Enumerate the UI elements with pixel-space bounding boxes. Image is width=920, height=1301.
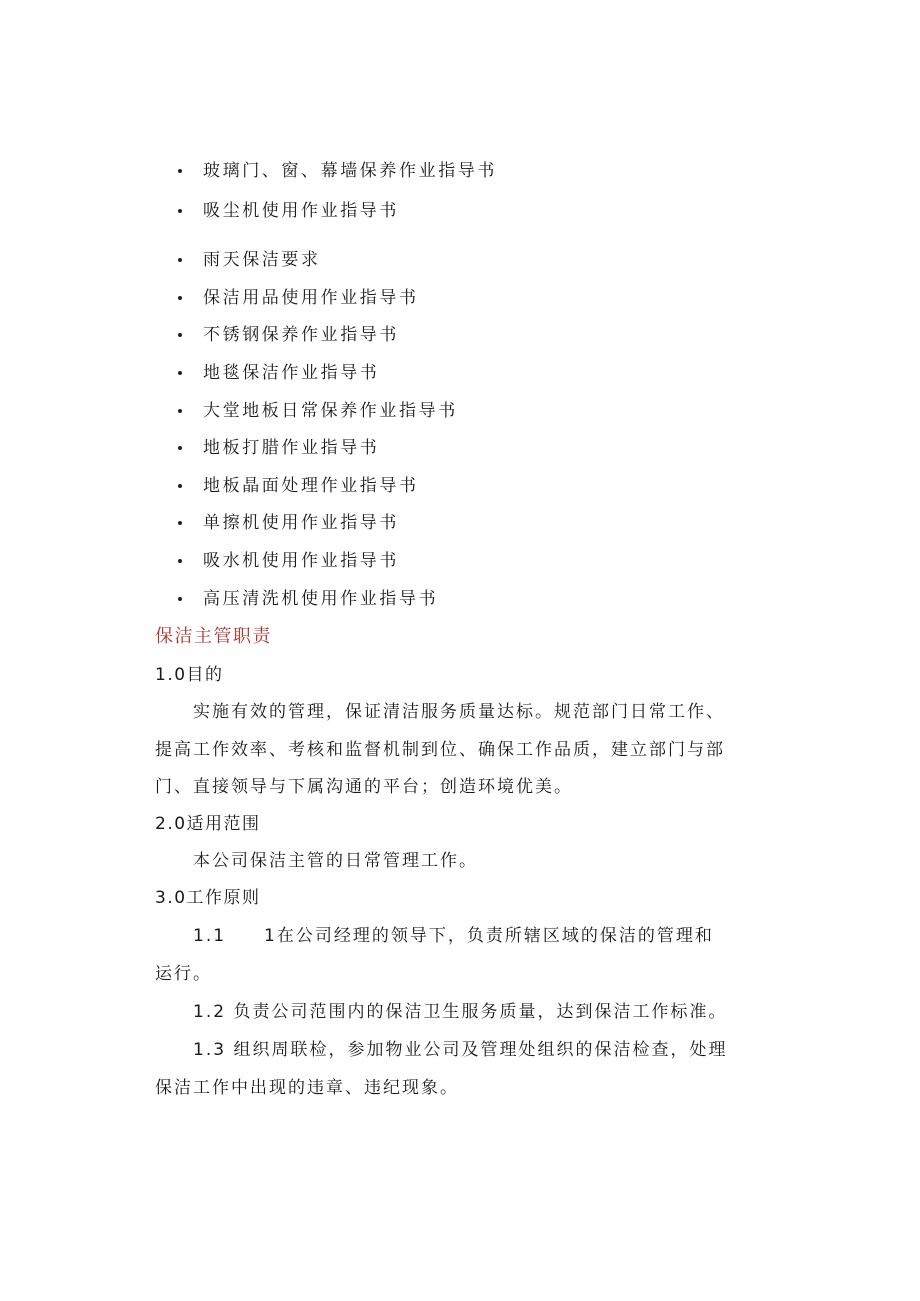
list-item-text: 大堂地板日常保养作业指导书 [203, 401, 458, 421]
bullet-dot [178, 409, 182, 413]
bullet-dot [178, 296, 182, 300]
bullet-dot [178, 209, 182, 213]
section-heading-scope: 2.0适用范围 [155, 814, 261, 834]
bullet-dot [178, 559, 182, 563]
paragraph-line: 实施有效的管理，保证清洁服务质量达标。规范部门日常工作、 [193, 702, 725, 722]
section-title: 保洁主管职责 [155, 626, 272, 647]
paragraph-line: 本公司保洁主管的日常管理工作。 [193, 851, 478, 871]
list-item-text: 单擦机使用作业指导书 [203, 513, 399, 533]
principle-item-2: 1.2 负责公司范围内的保洁卫生服务质量，达到保洁工作标准。 [193, 1002, 728, 1022]
bullet-dot [178, 169, 182, 173]
list-item-text: 保洁用品使用作业指导书 [203, 288, 419, 308]
list-item-text: 地板晶面处理作业指导书 [203, 476, 419, 496]
paragraph-line: 门、直接领导与下属沟通的平台；创造环境优美。 [155, 777, 573, 797]
bullet-dot [178, 521, 182, 525]
bullet-dot [178, 484, 182, 488]
list-item-text: 地毯保洁作业指导书 [203, 363, 380, 383]
list-item-text: 吸水机使用作业指导书 [203, 551, 399, 571]
list-item-text: 雨天保洁要求 [203, 250, 321, 270]
list-item-text: 吸尘机使用作业指导书 [203, 201, 399, 221]
section-heading-purpose: 1.0目的 [155, 665, 224, 685]
principle-item-3: 1.3 组织周联检，参加物业公司及管理处组织的保洁检查，处理 [193, 1040, 728, 1060]
principle-item-1: 1.1 1在公司经理的领导下，负责所辖区域的保洁的管理和 [193, 926, 714, 946]
list-item-text: 高压清洗机使用作业指导书 [203, 589, 439, 609]
principle-item-1-cont: 运行。 [155, 964, 212, 984]
paragraph-line: 提高工作效率、考核和监督机制到位、确保工作品质，建立部门与部 [155, 740, 725, 760]
bullet-dot [178, 371, 182, 375]
principle-item-3-cont: 保洁工作中出现的违章、违纪现象。 [155, 1078, 459, 1098]
section-heading-principles: 3.0工作原则 [155, 888, 261, 908]
bullet-dot [178, 258, 182, 262]
list-item-text: 玻璃门、窗、幕墙保养作业指导书 [203, 161, 497, 181]
list-item-text: 不锈钢保养作业指导书 [203, 325, 399, 345]
list-item-text: 地板打腊作业指导书 [203, 438, 380, 458]
bullet-dot [178, 597, 182, 601]
bullet-dot [178, 446, 182, 450]
bullet-dot [178, 333, 182, 337]
